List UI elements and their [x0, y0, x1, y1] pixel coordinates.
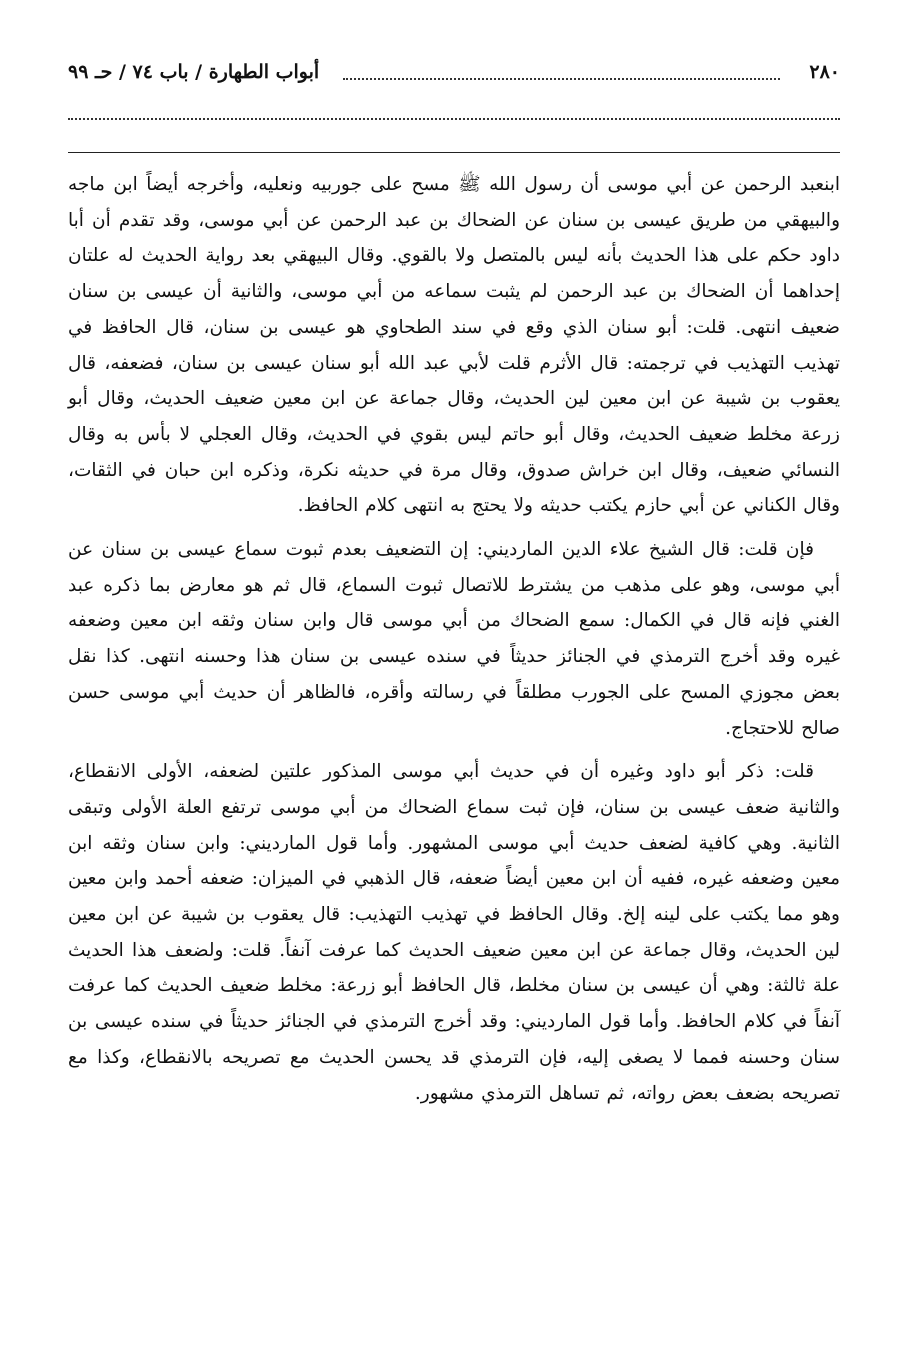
header-dotted-leader [343, 78, 780, 80]
paragraph-3: قلت: ذكر أبو داود وغيره أن في حديث أبي موسى المذكور علتين لضعفه، الأولى الانقطاع، والثانية ضعف عيسى بن سنان، فإن ثبت سماع الضحاك من أبي موسى ترتفع العلة الأولى وتبقى الثانية. وهي كافية لضعف حديث أبي موسى المشهور. وأما قول المارديني: وابن سنان وثقه ابن معين وضعفه غيره، ففيه أن ابن معين أيضاً ضعفه، قال الذهبي في الميزان: ضعفه أحمد وابن معين وهو مما يكتب على لينه إلخ. وقال الحافظ في تهذيب التهذيب: قال يعقوب بن شيبة عن ابن معين لين الحديث، وقال جماعة عن ابن معين ضعيف الحديث كما عرفت آنفاً. قلت: ولضعف هذا الحديث علة ثالثة: وهي أن عيسى بن سنان مخلط، قال الحافظ أبو زرعة: مخلط ضعيف الحديث كما عرفت آنفاً في كلام الحافظ. وأما قول المارديني: وقد أخرج الترمذي في الجنائز حديثاً في سنده عيسى بن سنان وحسنه فمما لا يصغى إليه، فإن الترمذي قد يحسن الحديث مع تصريحه بالانقطاع، وكذا مع تصريحه بضعف بعض رواته، ثم تساهل الترمذي مشهور. [68, 761, 840, 1104]
body-text [68, 167, 840, 1111]
chapter-title: أبواب الطهارة / باب ٧٤ / حـ ٩٩ [68, 61, 320, 83]
running-header [68, 52, 840, 92]
page-number: ٢٨٠ [809, 61, 840, 83]
solid-separator [68, 152, 840, 153]
book-page [68, 52, 840, 1111]
paragraph-2: فإن قلت: قال الشيخ علاء الدين المارديني: إن التضعيف بعدم ثبوت سماع عيسى بن سنان عن أبي موسى، وهو على مذهب من يشترط للاتصال ثبوت السماع، قال ثم هو معارض بما ذكره عبد الغني فإنه قال في الكمال: سمع الضحاك من أبي موسى قال وابن سنان وثقه ابن معين وضعفه غيره وقد أخرج الترمذي في الجنائز حديثاً في سنده عيسى بن سنان هذا وحسنه انتهى. كذا نقل بعض مجوزي المسح على الجورب مطلقاً في رسالته وأقره، فالظاهر أن حديث أبي موسى حسن صالح للاحتجاج. [68, 539, 840, 739]
dotted-separator [68, 118, 840, 120]
paragraph-1: ابنعبد الرحمن عن أبي موسى أن رسول الله ﷺ مسح على جوربيه ونعليه، وأخرجه أيضاً ابن ماجه والبيهقي من طريق عيسى بن سنان عن الضحاك بن عبد الرحمن عن أبي موسى، وقد تقدم أن أبا داود حكم على هذا الحديث بأنه ليس بالمتصل ولا بالقوي. وقال البيهقي بعد رواية الحديث له علتان إحداهما أن الضحاك بن عبد الرحمن لم يثبت سماعه من أبي موسى، والثانية أن عيسى بن سنان ضعيف انتهى. قلت: أبو سنان الذي وقع في سند الطحاوي هو عيسى بن سنان، قال الحافظ في تهذيب التهذيب في ترجمته: قال الأثرم قلت لأبي عبد الله أبو سنان عيسى بن سنان، فضعفه، قال يعقوب بن شيبة عن ابن معين لين الحديث، وقال جماعة عن ابن معين ضعيف الحديث، وقال أبو زرعة مخلط ضعيف الحديث، وقال أبو حاتم ليس بقوي في الحديث، وقال العجلي لا بأس به وقال النسائي ضعيف، وقال ابن خراش صدوق، وقال مرة في حديثه نكرة، وذكره ابن حبان في الثقات، وقال الكناني عن أبي حازم يكتب حديثه ولا يحتج به انتهى كلام الحافظ. [68, 174, 840, 517]
